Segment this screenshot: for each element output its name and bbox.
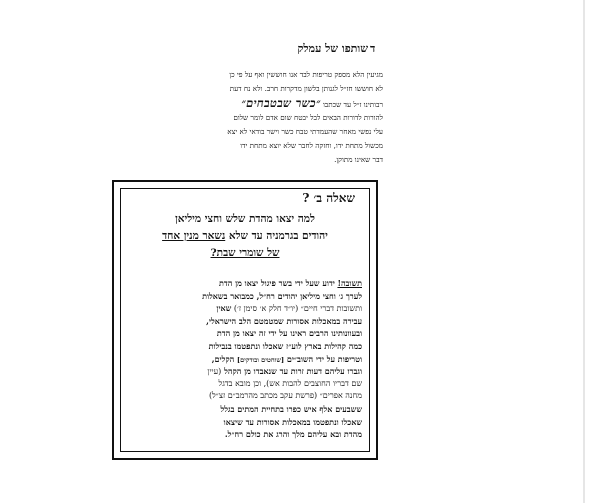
answer-line-text: ידוע שעל ידי בשר פיגול יצאו מן הדת: [218, 278, 335, 288]
answer-line-text: ותשובות דברי חיים״ (יו״ד חלק א׳ סימן ז׳): [233, 304, 362, 314]
intro-line: מכשול מתחת ידו, וחזקה לחבר שלא יוצא מתחת ידו: [240, 140, 383, 150]
answer-line: [128, 353, 362, 366]
answer-small-note: [שוחטים ובודקים]: [237, 355, 285, 364]
intro-line: דבר שאינו מתוקן.: [334, 155, 383, 165]
intro-line: עלי נפשי מאחר שהעמדתי טבח כשר וישר בודאי לא יצא: [227, 126, 383, 136]
answer-line: ששבעים אלף איש כפרו בתחיית המתים בגלל: [220, 403, 362, 414]
running-title: שותפו של עמלק: [297, 42, 368, 55]
answer-ref-open: (עיין: [207, 367, 222, 377]
intro-paragraph: [227, 68, 383, 167]
intro-line-text: רבותינו ז״ל עד שכתבו: [322, 100, 383, 110]
answer-line: כמה קהילות בארץ לוע״ז שאכלו ונתפטמו בנבילות: [208, 340, 362, 351]
answer-tail-word: הקלים,: [211, 353, 235, 364]
question-underlined: נשאר מנין אחד: [162, 230, 226, 242]
intro-line: [241, 96, 383, 111]
answer-line-text: וטריפות על ידי השוב״ים: [286, 353, 362, 364]
answer-line: ובעוונותינו הרבים ראינו על ידי זה יצאו מן הדת: [216, 328, 362, 339]
answer-text: [128, 277, 362, 441]
answer-line: [128, 277, 362, 290]
answer-line: לערך ג׳ וחצי מיליאן יהודים רח״ל, כמבואר בשאלות: [202, 290, 362, 301]
question-box: [112, 180, 378, 460]
answer-line: מהדת ובא עליהם מלך והרג את כולם רח״ל.: [224, 429, 362, 440]
answer-line: [128, 302, 362, 315]
page-header: [258, 42, 376, 60]
page-gutter-shadow: [583, 0, 585, 503]
question-box-inner: [120, 188, 370, 452]
intro-line: להורות לדורות הבאים לבל יבטח שום אדם לומר שלום: [233, 112, 383, 122]
answer-bold-word: שאין: [216, 303, 232, 314]
intro-line: מגיעין הלא מספק טריפות לבד אנו חוששין ואף על פי כן: [229, 70, 383, 79]
question-line: למה יצאו מהדת שלש וחצי מיליאן: [175, 213, 315, 225]
answer-line: עבירה במאכלות אסורות שמטמטם הלב הישראלי,: [206, 315, 362, 326]
answer-lead: תשובה!: [337, 278, 362, 288]
answer-line: שאכלו ונתפטמו במאכלות אסורות עד שיצאו: [223, 416, 362, 427]
question-text: [131, 211, 359, 262]
answer-line: שם דבריו החוצבים להבות אש), וכן מובא בדגל: [218, 378, 362, 388]
question-line: [131, 228, 359, 245]
answer-line: מחנה אפרים״ (פרשת עקב מכתב מהרמב״ם זצ״ל): [208, 391, 362, 401]
question-title: שאלה ב׳ ?: [302, 191, 355, 205]
intro-line: לא חוששו חז״ל לגנותן בלשון מדקרות חרב. ולא נח דעת: [229, 84, 383, 94]
answer-line-text: וגברו עליהם דעות זרות עד שנאבדו מן הקהל: [224, 366, 362, 377]
question-line: של שומרי שבת?: [210, 247, 280, 259]
kosher-emphasis: ״כשר שבטבחים״: [241, 96, 321, 111]
question-line-start: יהודים בגרמניה עד שלא: [228, 230, 328, 242]
answer-line: [128, 365, 362, 378]
page-number: ד: [370, 42, 376, 55]
